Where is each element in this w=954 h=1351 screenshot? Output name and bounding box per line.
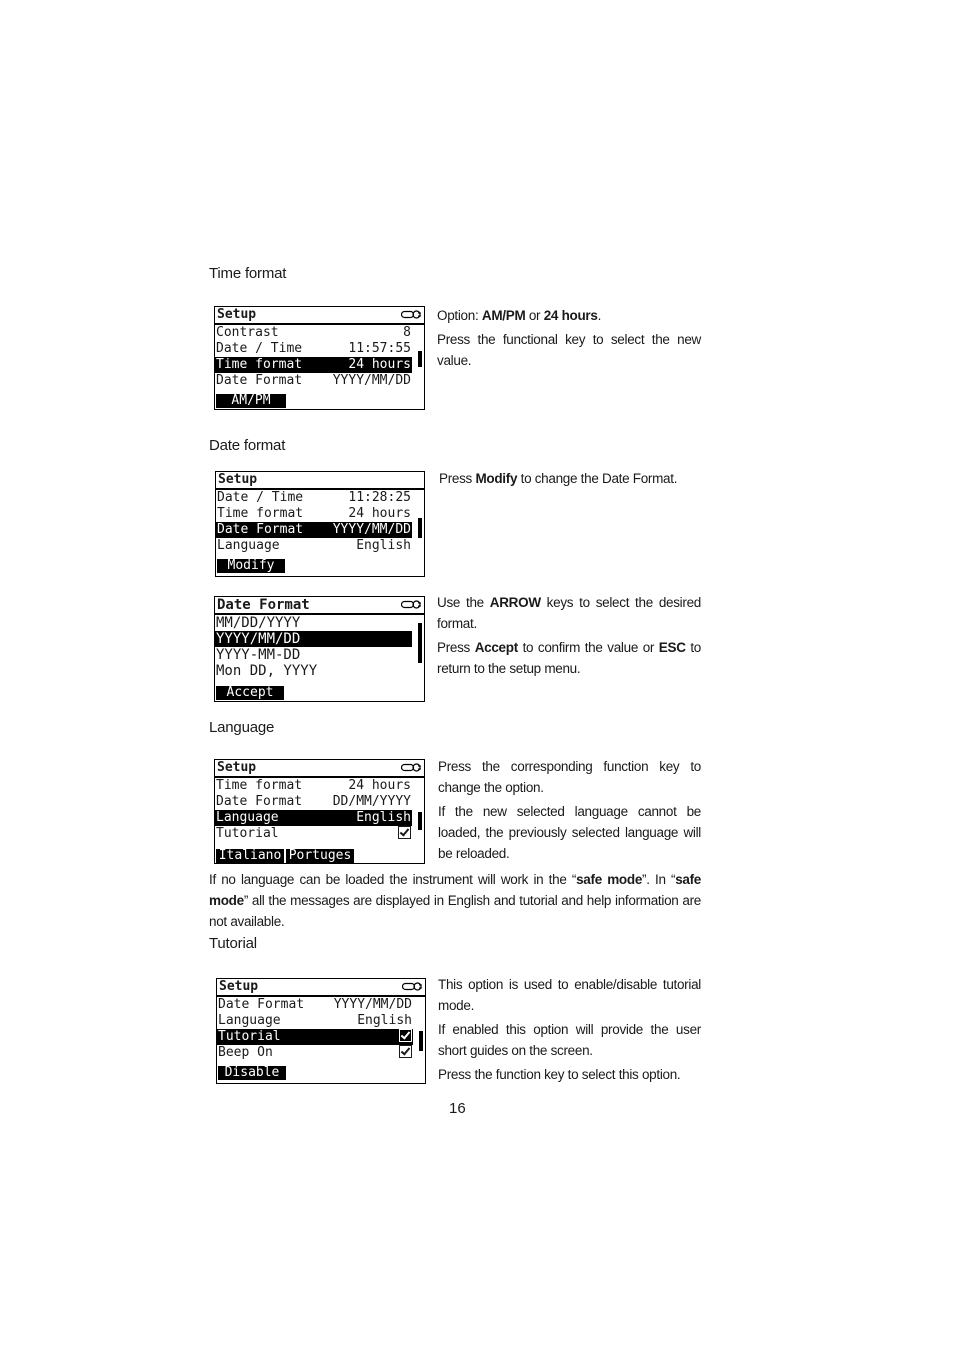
scrollbar[interactable] <box>418 812 422 830</box>
fkey-modify-button[interactable]: Modify <box>217 559 285 573</box>
battery-plug-icon <box>401 763 421 772</box>
menu-row-language-selected[interactable]: Language English <box>216 810 411 825</box>
fkey-am-pm-button[interactable]: AM/PM <box>216 394 286 408</box>
language-description: Press the corresponding function key to change the option. If the new selected language cannot be loaded, the previously selected language will be reloaded. <box>438 759 701 861</box>
checkbox-checked-icon[interactable] <box>399 1045 412 1058</box>
menu-row-language[interactable]: Language English <box>217 538 411 553</box>
menu-row-date-format[interactable]: Date Format YYYY/MM/DD <box>218 997 412 1012</box>
menu-row-date-time[interactable]: Date / Time 11:57:55 <box>216 341 411 356</box>
menu-row-time-format[interactable]: Time format 24 hours <box>216 778 411 793</box>
menu-row-date-format[interactable]: Date Format DD/MM/YYYY <box>216 794 411 809</box>
heading-time-format: Time format <box>209 265 287 282</box>
menu-row-tutorial[interactable]: Tutorial <box>215 826 412 842</box>
fkey-accept-button[interactable]: Accept <box>216 686 284 700</box>
battery-plug-icon <box>401 310 421 319</box>
battery-plug-icon <box>401 600 421 609</box>
fkey-portuges-button[interactable]: Portuges <box>286 849 354 863</box>
heading-date-format: Date format <box>209 437 286 454</box>
date-format-select-description: Use the ARROW keys to select the desired format. Press Accept to confirm the value or ESC to return to the setup menu. <box>437 595 701 676</box>
lcd-screen-tutorial <box>216 978 426 1084</box>
screen-title: Date Format <box>217 597 310 613</box>
language-safe-mode-note: If no language can be loaded the instrument will work in the “safe mode”. In “safe mode” all the messages are displayed in English and tutorial and help information are not available. <box>209 872 702 929</box>
heading-tutorial: Tutorial <box>209 935 257 952</box>
menu-row-contrast[interactable]: Contrast 8 <box>216 325 411 340</box>
fkey-italiano-button[interactable]: Italiano <box>216 849 284 863</box>
list-item-yyyy-mm-dd-slash-selected[interactable]: YYYY/MM/DD <box>215 631 412 647</box>
date-format-description: Press Modify to change the Date Format. <box>439 471 678 486</box>
checkbox-checked-icon[interactable] <box>399 1029 412 1042</box>
menu-row-date-format-selected[interactable]: Date Format YYYY/MM/DD <box>217 522 411 537</box>
scrollbar[interactable] <box>419 1031 423 1051</box>
scrollbar[interactable] <box>418 623 422 663</box>
lcd-screen-date-format-list <box>214 596 425 702</box>
lcd-screen-date-format <box>215 471 425 577</box>
heading-language: Language <box>209 719 275 736</box>
screen-title: Setup <box>218 472 258 487</box>
list-item-mm-dd-yyyy[interactable]: MM/DD/YYYY <box>216 615 301 631</box>
screen-title: Setup <box>217 307 257 322</box>
list-item-mon-dd-yyyy[interactable]: Mon DD, YYYY <box>216 663 318 679</box>
battery-plug-icon <box>402 982 422 991</box>
menu-row-tutorial-selected[interactable]: Tutorial <box>217 1029 413 1045</box>
page-number: 16 <box>449 1100 466 1117</box>
menu-row-date-format[interactable]: Date Format YYYY/MM/DD <box>216 373 411 388</box>
menu-row-time-format-selected[interactable]: Time format 24 hours <box>216 357 411 372</box>
lcd-screen-time-format <box>214 306 425 410</box>
menu-row-beep-on[interactable]: Beep On <box>217 1045 413 1061</box>
fkey-disable-button[interactable]: Disable <box>218 1066 286 1080</box>
checkbox-checked-icon[interactable] <box>398 826 411 839</box>
menu-row-time-format[interactable]: Time format 24 hours <box>217 506 411 521</box>
menu-row-language[interactable]: Language English <box>218 1013 412 1028</box>
scrollbar[interactable] <box>418 518 422 538</box>
screen-title: Setup <box>217 760 257 775</box>
time-format-description: Option: AM/PM or 24 hours. Press the functional key to select the new value. <box>437 308 701 368</box>
lcd-screen-language <box>214 759 425 864</box>
tutorial-description: This option is used to enable/disable tutorial mode. If enabled this option will provide the user short guides on the screen. Press the function key to select this option. <box>438 977 701 1082</box>
menu-row-date-time[interactable]: Date / Time 11:28:25 <box>217 490 411 505</box>
list-item-yyyy-mm-dd-dash[interactable]: YYYY-MM-DD <box>216 647 301 663</box>
scrollbar[interactable] <box>418 351 422 367</box>
screen-title: Setup <box>219 979 259 994</box>
